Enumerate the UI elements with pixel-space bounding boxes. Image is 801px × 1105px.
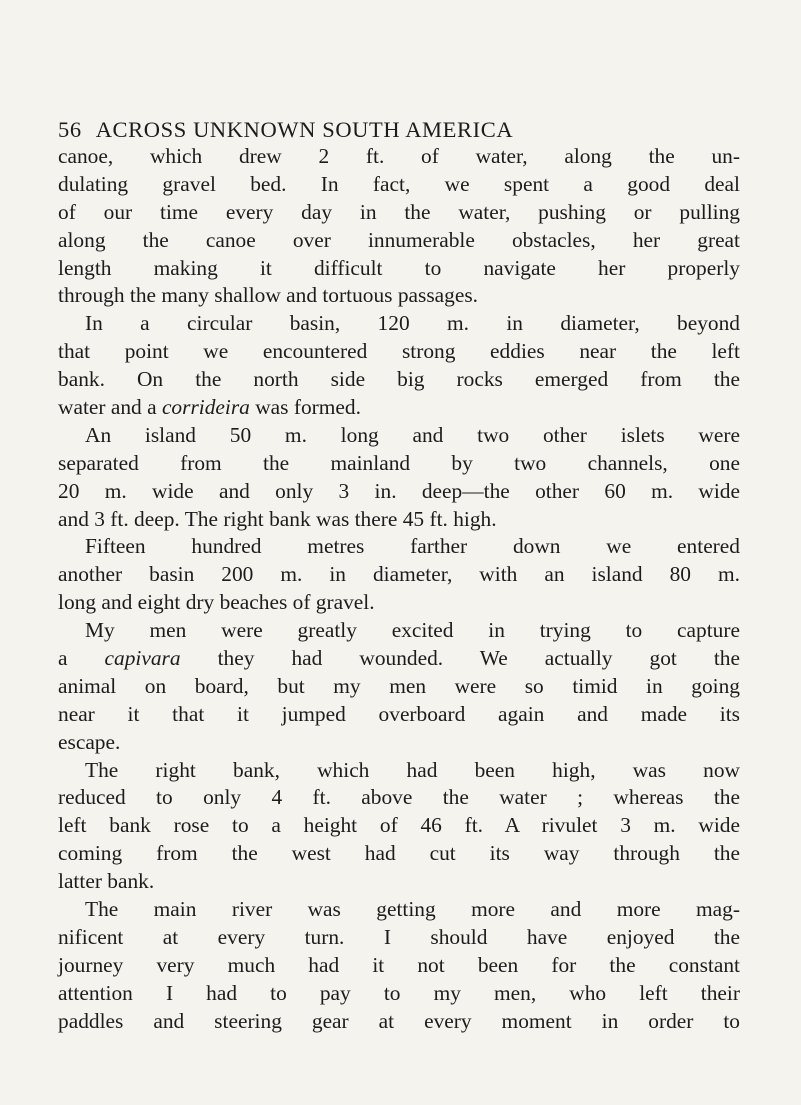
text-line: attention I had to pay to my men, who left their: [58, 980, 740, 1005]
text-line: latter bank.: [58, 869, 155, 894]
italic-term: corrideira: [161, 395, 250, 420]
text-line: dulating gravel bed. In fact, we spent a good deal: [58, 171, 740, 196]
text-line: [58, 394, 740, 422]
text-line: coming from the west had cut its way through the: [58, 841, 740, 866]
text-line: animal on board, but my men were so timid in going: [58, 673, 740, 698]
text-line: canoe, which drew 2 ft. of water, along the un-: [58, 144, 740, 168]
text-line: along the canoe over innumerable obstacles, her great: [58, 227, 740, 252]
text-segment: was formed.: [249, 395, 361, 420]
text-segment: a: [58, 646, 105, 671]
text-line: nificent at every turn. I should have enjoyed the: [58, 924, 740, 949]
text-line: reduced to only 4 ft. above the water ; whereas the: [58, 785, 740, 810]
text-line: left bank rose to a height of 46 ft. A rivulet 3 m. wide: [58, 813, 740, 838]
text-line: escape.: [58, 729, 121, 754]
text-line: The right bank, which had been high, was now: [85, 757, 740, 782]
text-line: through the many shallow and tortuous passages.: [58, 283, 479, 308]
text-line: long and eight dry beaches of gravel.: [58, 590, 375, 615]
italic-term: capivara: [104, 646, 181, 671]
text-line: that point we encountered strong eddies near the left: [58, 339, 740, 364]
text-line: My men were greatly excited in trying to capture: [85, 618, 740, 643]
page-number: 56: [58, 117, 82, 142]
text-line: In a circular basin, 120 m. in diameter, beyond: [85, 311, 740, 336]
text-line: bank. On the north side big rocks emerged from the: [58, 367, 740, 392]
text-line: and 3 ft. deep. The right bank was there 45 ft. high.: [58, 506, 497, 531]
body-text: [58, 143, 740, 1036]
text-line: Fifteen hundred metres farther down we entered: [85, 534, 740, 559]
text-line: paddles and steering gear at every moment in order to: [58, 1008, 740, 1033]
text-segment: water and a: [58, 395, 162, 420]
text-line: of our time every day in the water, pushing or pulling: [58, 199, 740, 224]
text-line: [58, 645, 740, 673]
text-line: journey very much had it not been for the constant: [58, 952, 740, 977]
text-line: near it that it jumped overboard again and made its: [58, 701, 740, 726]
text-line: 20 m. wide and only 3 in. deep—the other 60 m. wide: [58, 478, 740, 503]
text-line: The main river was getting more and more mag-: [85, 897, 740, 922]
text-line: separated from the mainland by two channels, one: [58, 450, 740, 475]
text-segment: they had wounded. We actually got the: [180, 646, 740, 671]
text-line: another basin 200 m. in diameter, with an island 80 m.: [58, 562, 740, 587]
text-line: length making it difficult to navigate her properly: [58, 255, 740, 280]
text-line: An island 50 m. long and two other islets were: [85, 422, 740, 447]
running-title: ACROSS UNKNOWN SOUTH AMERICA: [95, 117, 514, 142]
